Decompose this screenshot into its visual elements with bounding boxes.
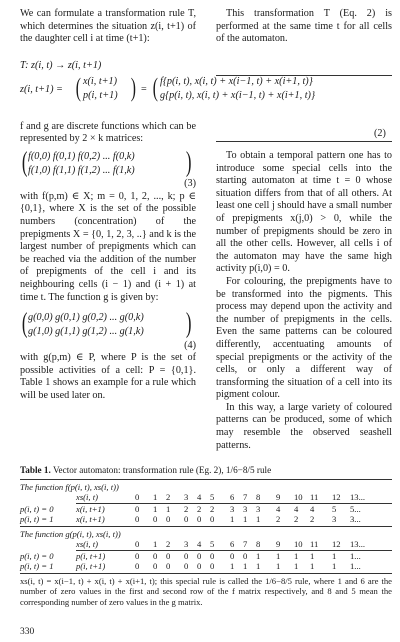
f-row-1-value-9: 2 [276, 514, 281, 524]
fg-paragraph: f and g are discrete functions which can be represented by 2 × k matrices: [20, 120, 196, 145]
g-row-0 [20, 551, 392, 561]
f-row-1-value-11: 2 [310, 514, 315, 524]
eq4-number: (4) [184, 340, 196, 352]
g-sub-value-5: 5 [210, 539, 215, 549]
f-sub-value-6: 6 [230, 492, 235, 502]
g-row-0-value-9: 1 [276, 551, 281, 561]
g-header-row [20, 529, 392, 539]
f-sub-value-3: 3 [184, 492, 189, 502]
f-row-0-value-10: 4 [294, 504, 299, 514]
f-row-0-value-0: 0 [135, 504, 140, 514]
intro-paragraph: We can formulate a transformation rule T, which determines the situation z(i, t+1) of the daughter cell i at time (t+1): [20, 8, 196, 45]
g-row-1-value-12: 1 [332, 561, 337, 571]
g-row-0-value-7: 0 [243, 551, 248, 561]
eq2-mid-1: x(i, t+1) [83, 75, 118, 87]
f-row-0 [20, 504, 392, 514]
f-row-1 [20, 514, 392, 524]
f-row-0-value-3: 2 [184, 504, 189, 514]
f-row-0-value-8: 3 [256, 504, 261, 514]
g-row-0-value-1: 0 [153, 551, 158, 561]
with-g-paragraph: with g(p,m) ∈ P, where P is the set of possible activities of a cell: P = {0,1}. Table 1 shows an example for a rule which will be used later on. [20, 352, 196, 401]
g-row-1-value-10: 1 [294, 561, 299, 571]
g-sub-value-4: 4 [197, 539, 202, 549]
f-row-0-value-11: 4 [310, 504, 315, 514]
eq-rule-top [216, 75, 392, 76]
eq4-row-2: g(1,0) g(1,1) g(1,2) ... g(1,k) [28, 326, 144, 338]
right-paragraph-4: In this way, a large variety of coloured patterns can be produced, some of which may resemble the observed seashell patterns. [216, 401, 392, 451]
f-row-1-value-2: 0 [166, 514, 171, 524]
f-row-0-label: p(i, t) = 0 [20, 504, 54, 514]
g-row-0-value-0: 0 [135, 551, 140, 561]
g-row-0-value-6: 0 [230, 551, 235, 561]
f-sub-value-0: 0 [135, 492, 140, 502]
g-row-0-value-13: 1... [350, 551, 361, 561]
g-row-1-value-1: 0 [153, 561, 158, 571]
g-sub-value-7: 7 [243, 539, 248, 549]
g-sub-value-11: 11 [310, 539, 319, 549]
equation-2 [20, 72, 316, 105]
eq2-rhs-2: g{p(i, t), x(i, t) + x(i−1, t) + x(i+1, t)} [160, 89, 316, 101]
g-row-1-value-9: 1 [276, 561, 281, 571]
f-sub-value-13: 13... [350, 492, 366, 502]
f-sub-value-9: 9 [276, 492, 281, 502]
right-paragraph-3: For colouring, the prepigments have to be transformed into the pigments. This process may depend upon the activity and the number of prepigments in the cells. Even the same patterns can be coloured differently, accentuating amounts of special prepigments or the activity of the cells, or only a different way of transforming the situation of a cell into its pigment colour. [216, 275, 392, 401]
eq2-left-paren-2: ( [152, 72, 158, 102]
g-sub-value-9: 9 [276, 539, 281, 549]
g-sub-value-2: 2 [166, 539, 171, 549]
table-1 [20, 465, 392, 607]
eq2-number: (2) [374, 128, 386, 139]
g-row-0-value-11: 1 [310, 551, 315, 561]
eq2-lhs: z(i, t+1) = [20, 83, 63, 95]
g-row-0-mid: p(i, t+1) [76, 551, 106, 561]
f-sub-value-11: 11 [310, 492, 319, 502]
g-row-1-value-8: 1 [256, 561, 261, 571]
f-sub-row [20, 492, 392, 502]
f-row-1-value-1: 0 [153, 514, 158, 524]
f-sub-value-7: 7 [243, 492, 248, 502]
eq3-left-paren: ( [21, 146, 28, 178]
rule-line: T: z(i, t) → z(i, t+1) [20, 60, 102, 71]
f-row-1-value-13: 3... [350, 514, 361, 524]
equation-3 [20, 146, 196, 189]
f-row-0-value-6: 3 [230, 504, 235, 514]
f-row-1-value-12: 3 [332, 514, 337, 524]
right-column-lower [216, 150, 392, 452]
f-sub-value-4: 4 [197, 492, 202, 502]
f-row-0-value-1: 1 [153, 504, 158, 514]
g-row-0-value-8: 1 [256, 551, 261, 561]
eq2-left-paren: ( [75, 72, 81, 102]
f-row-0-value-13: 5... [350, 504, 361, 514]
page-number: 330 [20, 627, 35, 637]
right-column [216, 8, 392, 46]
g-row-0-value-2: 0 [166, 551, 171, 561]
f-row-0-value-5: 2 [210, 504, 215, 514]
f-sub-value-10: 10 [294, 492, 303, 502]
g-row-0-value-3: 0 [184, 551, 189, 561]
f-row-1-value-7: 1 [243, 514, 248, 524]
g-sub-value-6: 6 [230, 539, 235, 549]
g-row-1-value-4: 0 [197, 561, 202, 571]
eq3-right-paren: ) [185, 146, 192, 178]
eq4-left-paren: ( [21, 308, 28, 340]
g-sub-value-3: 3 [184, 539, 189, 549]
eq2-equals: = [141, 83, 147, 95]
g-sub-value-8: 8 [256, 539, 261, 549]
table-footnote: xs(i, t) = x(i−1, t) + x(i, t) + x(i+1, t); this special rule is called the 1/6−8/5 rule, where 1 and 6 are the number of zero values in the first and second row of the f matrix respectively, and 8 and 5 mean the corresponding number of zero values in the g matrix. [20, 576, 392, 607]
g-row-0-value-10: 1 [294, 551, 299, 561]
g-row-1-value-3: 0 [184, 561, 189, 571]
f-sub-label: xs(i, t) [76, 492, 98, 502]
g-row-1-value-6: 1 [230, 561, 235, 571]
g-row-1-value-11: 1 [310, 561, 315, 571]
f-row-1-value-0: 0 [135, 514, 140, 524]
eq2-right-paren: ) [130, 72, 136, 102]
f-header: The function f(p(i, t), xs(i, t)) [20, 482, 119, 492]
eq3-number: (3) [184, 177, 196, 189]
g-sub-label: xs(i, t) [76, 539, 98, 549]
f-row-1-mid: x(i, t+1) [76, 514, 105, 524]
f-row-0-value-4: 2 [197, 504, 202, 514]
with-paragraph: with f(p,m) ∈ X; m = 0, 1, 2, ..., k; p ∈ {0,1}, where X is the set of the possible numbers (concentration) of the prepigments X = {0, 1, 2, 3, ..} and k is the largest number of prepigments which can be reached via the addition of the number of prepigments of the cell i and its neighbouring cells (i − 1) and (i + 1) at time t. The function g is given by: [20, 190, 196, 303]
eq2-rhs-1: f{p(i, t), x(i, t) + x(i−1, t) + x(i+1, t)} [160, 75, 313, 87]
f-row-1-value-10: 2 [294, 514, 299, 524]
g-sub-value-12: 12 [332, 539, 341, 549]
f-sub-value-12: 12 [332, 492, 341, 502]
g-row-1-value-5: 0 [210, 561, 215, 571]
eq4-right-paren: ) [185, 308, 192, 340]
g-row-0-value-5: 0 [210, 551, 215, 561]
eq3-row-2: f(1,0) f(1,1) f(1,2) ... f(1,k) [28, 164, 135, 176]
g-row-1-value-7: 1 [243, 561, 248, 571]
f-row-1-value-6: 1 [230, 514, 235, 524]
g-sub-value-13: 13... [350, 539, 366, 549]
g-row-1-value-13: 1... [350, 561, 361, 571]
f-sub-value-2: 2 [166, 492, 171, 502]
f-row-1-value-4: 0 [197, 514, 202, 524]
g-row-0-value-12: 1 [332, 551, 337, 561]
g-sub-value-0: 0 [135, 539, 140, 549]
table-rule-bottom [20, 573, 392, 574]
table-rule-top [20, 479, 392, 480]
eq4-row-1: g(0,0) g(0,1) g(0,2) ... g(0,k) [28, 312, 144, 324]
table-caption: Table 1. Vector automaton: transformation rule (Eg. 2), 1/6−8/5 rule [20, 465, 272, 475]
f-row-0-value-12: 5 [332, 504, 337, 514]
f-sub-value-5: 5 [210, 492, 215, 502]
f-row-1-value-8: 1 [256, 514, 261, 524]
g-sub-value-1: 1 [153, 539, 158, 549]
f-header-row [20, 482, 392, 492]
g-header: The function g(p(i, t), xs(i, t)) [20, 529, 121, 539]
g-row-0-label: p(i, t) = 0 [20, 551, 54, 561]
g-row-1-mid: p(i, t+1) [76, 561, 106, 571]
right-paragraph-1: This transformation T (Eq. 2) is performed at the same time t for all cells of the automaton. [216, 8, 392, 45]
equation-4 [20, 310, 196, 352]
f-row-1-value-3: 0 [184, 514, 189, 524]
f-row-1-value-5: 0 [210, 514, 215, 524]
g-sub-row [20, 539, 392, 549]
f-row-0-value-7: 3 [243, 504, 248, 514]
g-row-1-label: p(i, t) = 1 [20, 561, 54, 571]
eq3-row-1: f(0,0) f(0,1) f(0,2) ... f(0,k) [28, 150, 135, 162]
f-row-0-mid: x(i, t+1) [76, 504, 105, 514]
f-row-0-value-9: 4 [276, 504, 281, 514]
f-row-0-value-2: 1 [166, 504, 171, 514]
f-row-1-label: p(i, t) = 1 [20, 514, 54, 524]
g-row-1 [20, 561, 392, 571]
right-paragraph-2: To obtain a temporal pattern one has to introduce some special cells into the starting automaton at time t = 0 whose situation differs from that of all others. At least one cell j should have a small number of prepigments x(j,0) > 0, while the number of prepigments should be zero in all the other cells. However, all cells i of the automaton may have the same high activity p(i,0) = 0. [216, 150, 392, 275]
f-sub-value-1: 1 [153, 492, 158, 502]
eq-rule-bottom [216, 141, 392, 142]
eq2-mid-2: p(i, t+1) [83, 89, 118, 101]
g-row-0-value-4: 0 [197, 551, 202, 561]
g-row-1-value-2: 0 [166, 561, 171, 571]
g-sub-value-10: 10 [294, 539, 303, 549]
table-rule-mid [20, 526, 392, 527]
g-row-1-value-0: 0 [135, 561, 140, 571]
f-sub-value-8: 8 [256, 492, 261, 502]
